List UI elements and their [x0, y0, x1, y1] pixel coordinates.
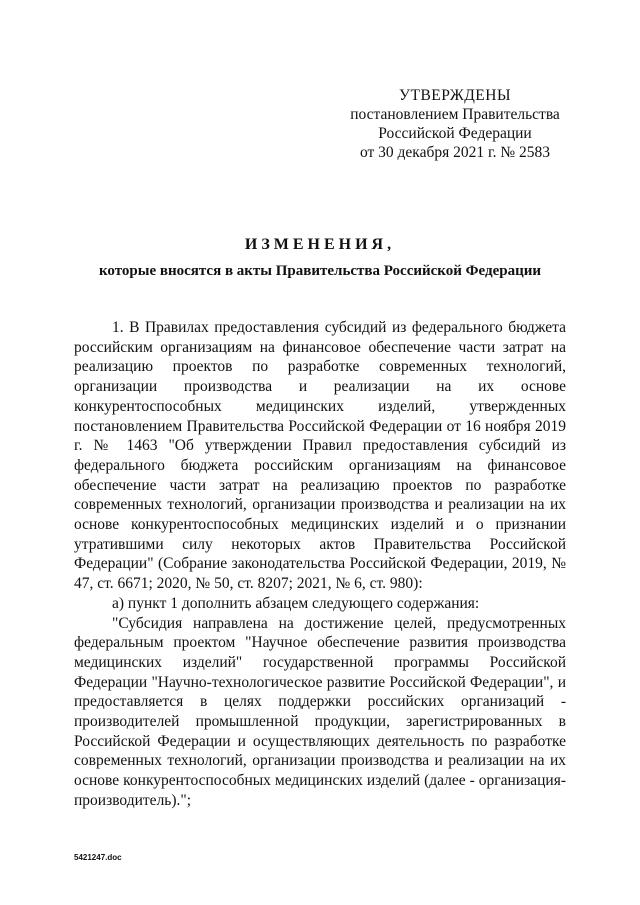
approval-block [330, 86, 580, 162]
approval-line-1: постановлением Правительства [350, 106, 560, 123]
approval-title: УТВЕРЖДЕНЫ [399, 87, 511, 104]
document-title: ИЗМЕНЕНИЯ, [244, 236, 396, 253]
approval-line-3: от 30 декабря 2021 г. № 2583 [359, 144, 551, 161]
paragraph-2: а) пункт 1 дополнить абзацем следующего содержания: [112, 594, 480, 612]
paragraph-1: 1. В Правилах предоставления субсидий из федерального бюджета российским организациям на финансовое обеспечение части затрат на реализацию проектов по разработке современных технологий, организации производства и реализации на их основе конкурентоспособных медицинских изделий, утвержденных постановлением Правительства Российской Федерации от 16 ноября 2019 г. № 1463 "Об утверждении Правил предоставления субсидий из федерального бюджета российским организациям на финансовое обеспечение части затрат на реализацию проектов по разработке современных технологий, организации производства и реализации на их основе конкурентоспособных медицинских изделий и о признании утратившими силу некоторых актов Правительства Российской Федерации" (Собрание законодательства Российской Федерации, 2019, № 47, ст. 6671; 2020, № 50, ст. 8207; 2021, № 6, ст. 980): [74, 319, 566, 593]
document-body [74, 318, 566, 811]
paragraph-3: "Субсидия направлена на достижение целей, предусмотренных федеральным проектом "Научное обеспечение развития производства медицинских изделий" государственной программы Российской Федерации "Научно-технологическое развитие Российской Федерации", и предоставляется в целях поддержки российских организаций - производителей промышленной продукции, зарегистрированных в Российской Федерации и осуществляющих деятельность по разработке современных технологий, организации производства и реализации на их основе конкурентоспособных медицинских изделий (далее - организация-производитель)."; [74, 614, 566, 809]
document-file-id: 5421247.doc [74, 853, 122, 862]
document-subtitle: которые вносятся в акты Правительства Российской Федерации [98, 263, 542, 279]
approval-line-2: Российской Федерации [378, 125, 532, 142]
